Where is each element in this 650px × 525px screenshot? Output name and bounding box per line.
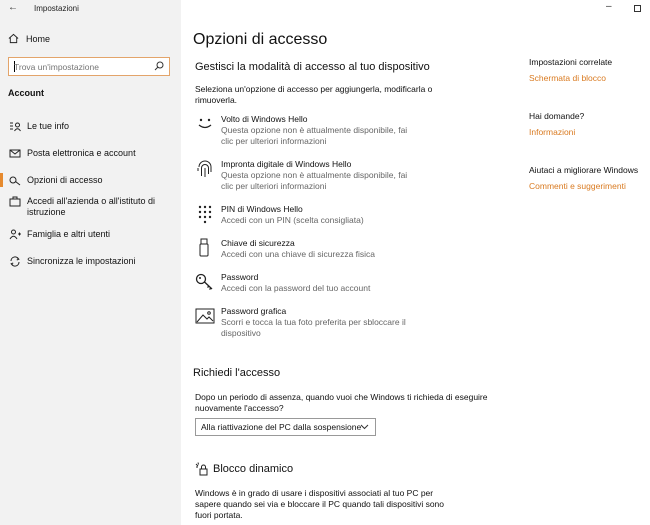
lock-screen-link[interactable]: Schermata di blocco	[529, 73, 607, 83]
search-input[interactable]	[14, 60, 154, 73]
mail-icon	[9, 148, 21, 159]
key-icon	[9, 175, 21, 186]
minimize-button[interactable]: –	[606, 1, 612, 12]
sidebar-item-home[interactable]	[8, 33, 50, 44]
page-title: Opzioni di accesso	[193, 31, 328, 48]
option-title: Password grafica	[221, 306, 287, 316]
option-title: PIN di Windows Hello	[221, 204, 303, 214]
app-title: Impostazioni	[34, 4, 79, 13]
sync-icon	[9, 256, 21, 267]
section-heading-require-sign-in: Richiedi l'accesso	[193, 367, 281, 379]
option-desc: Questa opzione non è attualmente disponibile, fai clic per ulteriori informazioni	[221, 170, 408, 191]
active-indicator	[0, 173, 3, 187]
related-settings-heading: Impostazioni correlate	[529, 57, 613, 67]
option-title: Chiave di sicurezza	[221, 238, 295, 248]
home-icon	[8, 33, 19, 44]
dynamic-lock-desc: Windows è in grado di usare i dispositivi associati al tuo PC per sapere quando sei via e bloccare il PC quando tali dispositivi sono fuori portata.	[195, 488, 445, 520]
dynamic-lock-icon	[195, 462, 209, 476]
picture-icon	[195, 306, 215, 326]
intro-text: Seleziona un'opzione di accesso per aggiungerla, modificarla o rimuoverla.	[195, 84, 433, 105]
section-heading-dynamic-lock	[195, 462, 293, 476]
section-label-account: Account	[8, 88, 44, 98]
option-title: Password	[221, 272, 259, 282]
chevron-down-icon	[360, 421, 369, 433]
sidebar-item-label: Opzioni di accesso	[27, 175, 103, 185]
option-desc: Scorri e tocca la tua foto preferita per sbloccare il dispositivo	[221, 317, 406, 338]
require-sign-in-desc: Dopo un periodo di assenza, quando vuoi che Windows ti richieda di eseguire nuovamente l'accesso?	[195, 392, 488, 413]
option-title: Volto di Windows Hello	[221, 114, 308, 124]
require-sign-in-dropdown[interactable]	[195, 418, 376, 436]
sidebar-item-label: Famiglia e altri utenti	[27, 229, 111, 239]
sidebar-item-label: Accedi all'azienda o all'istituto di istruzione	[27, 196, 156, 217]
feedback-link[interactable]: Commenti e suggerimenti	[529, 181, 626, 191]
section-heading-manage: Gestisci la modalità di accesso al tuo dispositivo	[195, 61, 430, 73]
usb-key-icon	[195, 238, 215, 258]
search-icon[interactable]	[154, 61, 164, 71]
face-icon	[195, 114, 215, 134]
sidebar-item-label: Le tue info	[27, 121, 70, 131]
option-desc: Accedi con un PIN (scelta consigliata)	[221, 215, 364, 225]
add-person-icon	[9, 229, 21, 240]
option-desc: Accedi con la password del tuo account	[221, 283, 371, 293]
questions-heading: Hai domande?	[529, 111, 585, 121]
keypad-icon	[195, 204, 215, 224]
search-box[interactable]	[8, 57, 170, 76]
dropdown-selected-value: Alla riattivazione del PC dalla sospensione	[201, 422, 362, 432]
title-bar	[0, 0, 650, 18]
briefcase-icon	[9, 196, 21, 207]
option-title: Impronta digitale di Windows Hello	[221, 159, 352, 169]
option-desc: Accedi con una chiave di sicurezza fisica	[221, 249, 376, 259]
dynamic-lock-heading-text: Blocco dinamico	[213, 463, 294, 475]
sidebar-home-label: Home	[26, 33, 51, 44]
maximize-button[interactable]	[634, 5, 641, 12]
key-icon	[195, 272, 215, 292]
user-card-icon	[9, 121, 21, 132]
option-desc: Questa opzione non è attualmente disponibile, fai clic per ulteriori informazioni	[221, 125, 408, 146]
sidebar-item-label: Sincronizza le impostazioni	[27, 256, 136, 266]
fingerprint-icon	[195, 159, 215, 179]
sidebar-item-label: Posta elettronica e account	[27, 148, 136, 158]
back-arrow-icon[interactable]: ←	[8, 2, 18, 13]
info-link[interactable]: Informazioni	[529, 127, 576, 137]
improve-windows-heading: Aiutaci a migliorare Windows	[529, 165, 639, 175]
